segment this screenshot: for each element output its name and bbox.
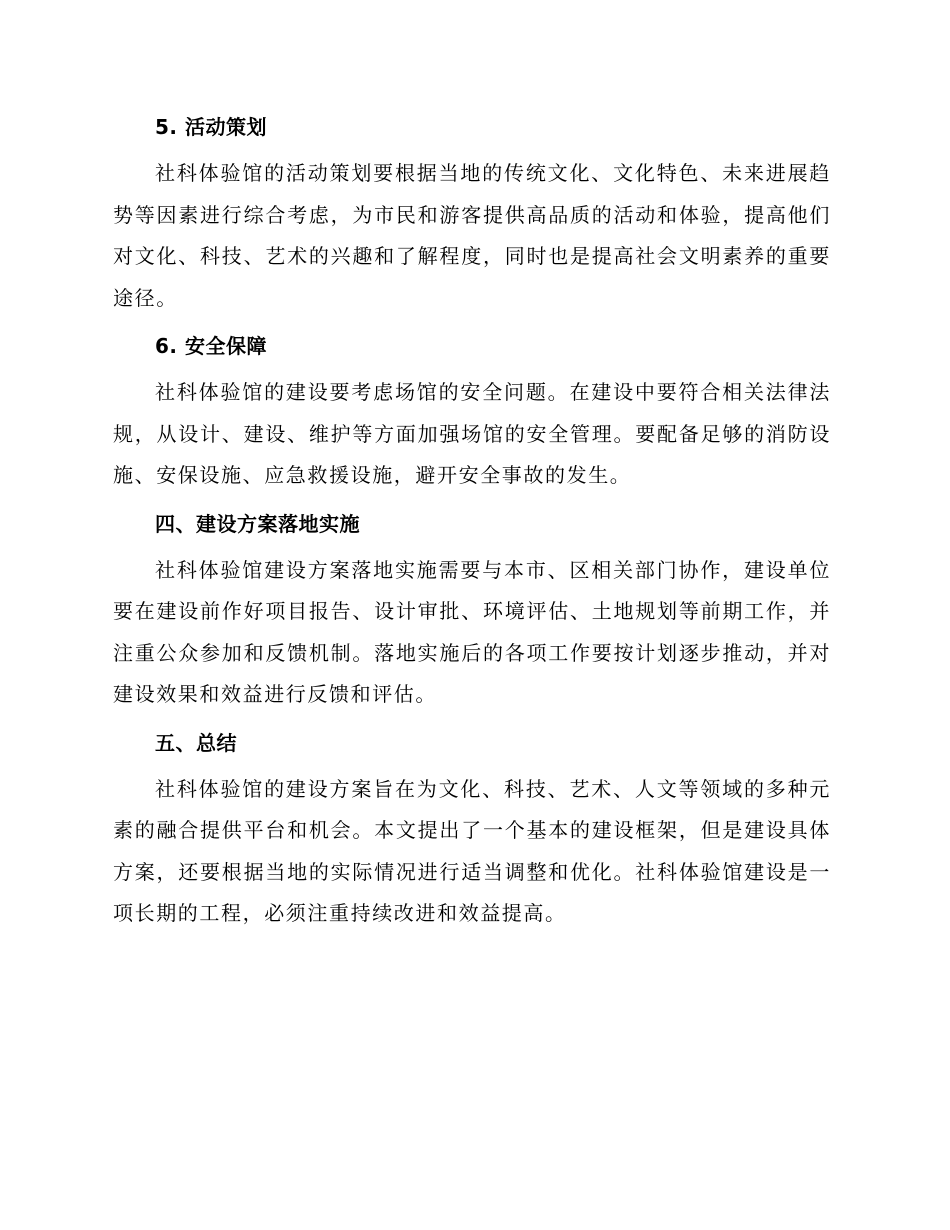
document-page — [113, 100, 831, 942]
section-paragraph-safety: 社科体验馆的建设要考虑场馆的安全问题。在建设中要符合相关法律法规，从设计、建设、维护等方面加强场馆的安全管理。要配备足够的消防设施、安保设施、应急救援设施，避开安全事故的发生。 — [113, 380, 831, 487]
section-heading-activity-planning: 5. 活动策划 — [155, 115, 267, 139]
section-heading-implementation: 四、建设方案落地实施 — [155, 511, 360, 536]
section-heading-summary: 五、总结 — [155, 730, 237, 755]
section-heading-safety: 6. 安全保障 — [155, 334, 267, 358]
section-paragraph-activity-planning: 社科体验馆的活动策划要根据当地的传统文化、文化特色、未来进展趋势等因素进行综合考虑，为市民和游客提供高品质的活动和体验，提高他们对文化、科技、艺术的兴趣和了解程度，同时也是提高社会文明素养的重要途径。 — [113, 161, 831, 310]
section-paragraph-summary: 社科体验馆的建设方案旨在为文化、科技、艺术、人文等领域的多种元素的融合提供平台和机会。本文提出了一个基本的建设框架，但是建设具体方案，还要根据当地的实际情况进行适当调整和优化。社科体验馆建设是一项长期的工程，必须注重持续改进和效益提高。 — [113, 776, 831, 925]
section-paragraph-implementation: 社科体验馆建设方案落地实施需要与本市、区相关部门协作，建设单位要在建设前作好项目报告、设计审批、环境评估、土地规划等前期工作，并注重公众参加和反馈机制。落地实施后的各项工作要按计划逐步推动，并对建设效果和效益进行反馈和评估。 — [113, 557, 831, 706]
